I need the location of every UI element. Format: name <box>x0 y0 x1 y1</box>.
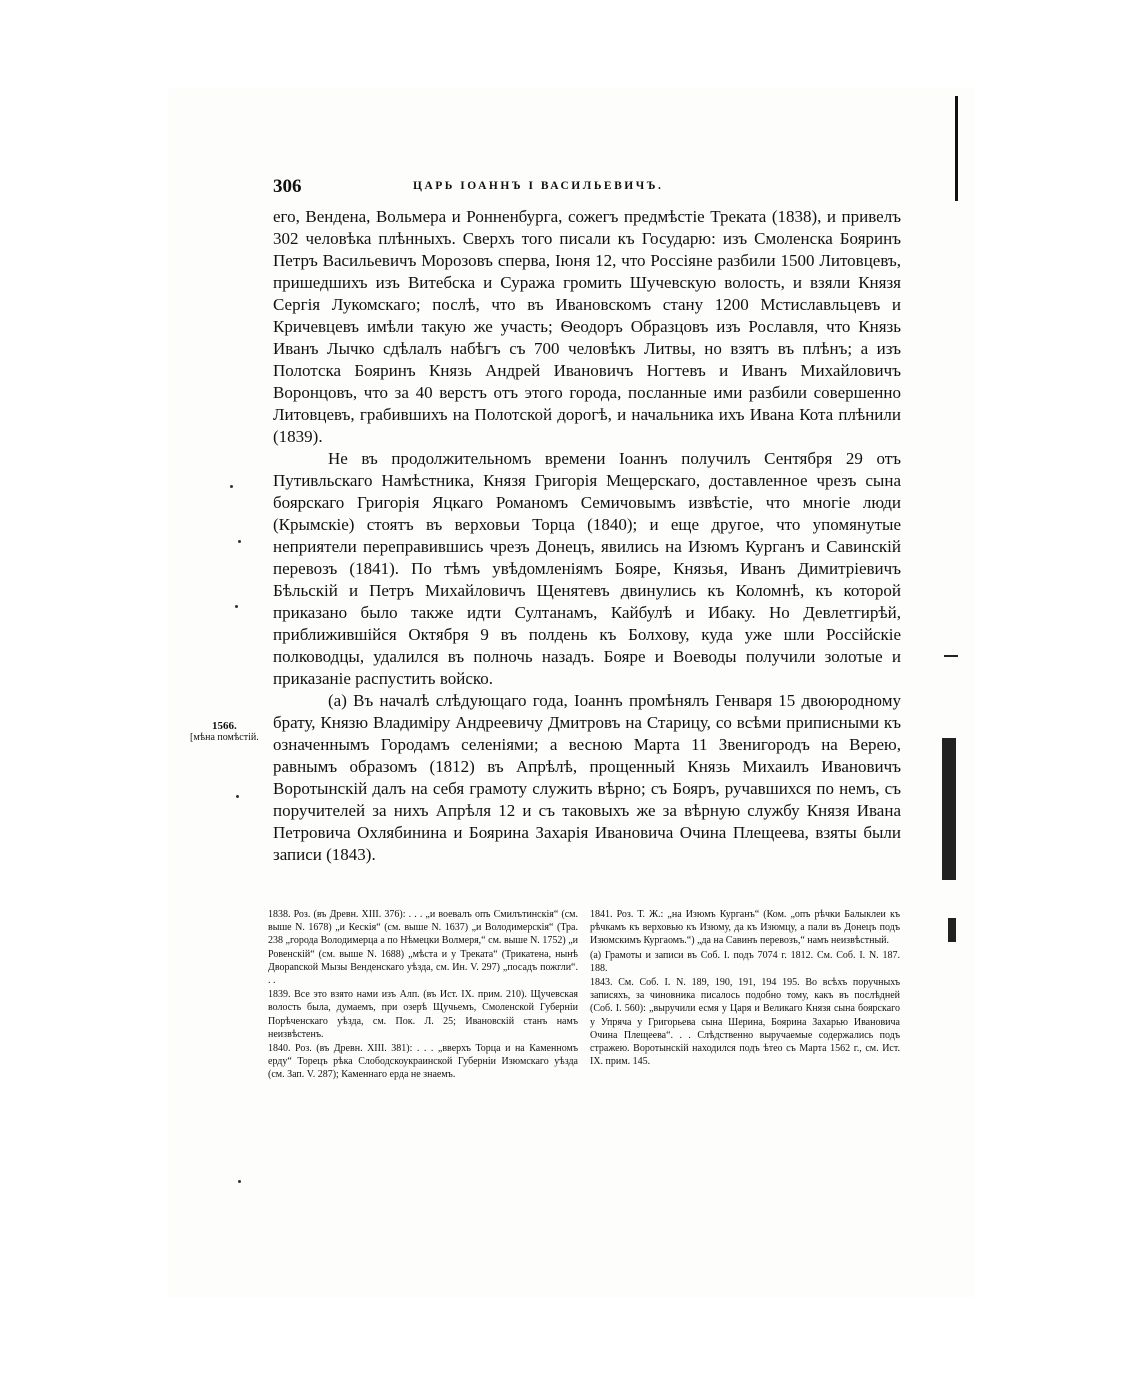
scan-speck <box>238 540 241 543</box>
scan-edge-mark <box>944 655 958 657</box>
page-header <box>273 176 898 202</box>
margin-note <box>190 721 265 743</box>
margin-note-text: [мѣна помѣстій. <box>190 732 259 743</box>
scan-speck <box>230 485 233 488</box>
footnote-1841: 1841. Роз. Т. Ж.: „на Изюмъ Курганъ“ (Ком. „опъ рѣчки Балыклеи къ рѣчкамъ къ верховью къ Изюму, да къ Изюмцу, а пали въ Донецъ подъ Изюмскимъ Кургаомъ.“) „да на Савинъ перевозъ,“ намъ неизвѣстный. <box>590 909 900 947</box>
scan-speck <box>236 795 239 798</box>
scan-speck <box>235 605 238 608</box>
main-text <box>273 206 901 866</box>
margin-note-year: 1566. <box>212 720 237 732</box>
page-number: 306 <box>273 176 302 197</box>
footnote-a: (а) Грамоты и записи въ Соб. I. подъ 7074 г. 1812. См. Соб. I. N. 187. 188. <box>590 949 900 974</box>
paragraph: его, Вендена, Вольмера и Ронненбурга, сожегъ предмѣстіе Треката (1838), и привелъ 302 человѣка плѣнныхъ. Сверхъ того писали къ Государю: изъ Смоленска Бояринъ Петръ Васильевичъ Морозовъ сперва, Іюня 12, что Россіяне разбили 1500 Литовцевъ, пришедшихъ изъ Витебска и Суража громить Шучевскую волость, и взяли Князя Сергія Лукомскаго; послѣ, что въ Ивановскомъ стану 1200 Мстиславльцевъ и Кричевцевъ имѣли такую же участь; Ѳеодоръ Образцовъ изъ Рославля, что Князь Иванъ Лычко сдѣлалъ набѣгъ съ 700 человѣкъ Литвы, но взятъ въ плѣнъ; а изъ Полотска Бояринъ Князь Андрей Ивановичъ Ногтевъ и Иванъ Михайловичъ Воронцовъ, что за 40 верстъ отъ этого города, посланные ими разбили совершенно Литовцевъ, грабившихъ на Полотской дорогѣ, и начальника ихъ Ивана Кота плѣнили (1839). <box>273 207 901 446</box>
footnotes-left-column <box>268 908 578 1083</box>
paragraph: Не въ продолжительномъ времени Іоаннъ получилъ Сентября 29 отъ Путивльскаго Намѣстника, Князя Григорія Мещерскаго, доставленное чрезъ сына боярскаго Григорія Яцкаго Романомъ Семичовымъ извѣстіе, что многіе люди (Крымскіе) стоятъ въ верховьи Торца (1840); и еще другое, что упомянутые неприятели переправившись чрезъ Донецъ, явились на Изюмъ Курганъ и Савинскій перевозъ (1841). По тѣмъ увѣдомленіямъ Бояре, Князья, Иванъ Димитріевичъ Бѣльскій и Петръ Михайловичъ Щенятевъ двинулись къ Коломнѣ, къ которой приказано было также идти Султанамъ, Кайбулѣ и Ибаку. Но Девлетгирѣй, приближившійся Октября 9 въ полдень къ Болхову, куда уже шли Россійскіе полководцы, удалился въ полночь назадъ. Бояре и Воеводы получили золотые и приказаніе распустить войско. <box>273 449 901 688</box>
footnote-1839: 1839. Все это взято нами изъ Алп. (въ Ист. IX. прим. 210). Щучевская волость была, думаемъ, при озерѣ Щучьемъ, Смоленской Губерніи Порѣченскаго уѣзда, см. Пок. Л. 25; Ивановскій станъ намъ неизвѣстенъ. <box>268 989 578 1040</box>
footnote-1838: 1838. Роз. (въ Древн. XIII. 376): . . . „и воевалъ опъ Смилътинскія“ (см. выше N. 1678) „и Кескія“ (см. выше N. 1637) „и Володимерскія“ (Тра. 238 „города Володимерца а по Нѣмецки Волмеря,“ см. выше N. 1752) „и Ровенскій“ (см. выше N. 1688) „мѣста и у Треката“ (Трикатена, нынѣ Двораnской Мызы Венденскаго уѣзда, см. Ин. V. 297) „посадъ пожгли“. . . <box>268 909 578 987</box>
right-margin-rule <box>955 96 958 201</box>
scan-speck <box>238 1180 241 1183</box>
paragraph: (а) Въ началѣ слѣдующаго года, Іоаннъ промѣнялъ Генваря 15 двоюродному брату, Князю Владиміру Андреевичу Дмитровъ на Старицу, со всѣми приписными къ означеннымъ Городамъ селеніями; а весною Марта 11 Звенигородъ на Верею, равнымъ образомъ (1812) въ Апрѣлѣ, прощенный Князь Михаилъ Ивановичъ Воротынскій далъ на себя грамоту служить вѣрно; съ Бояръ, ручавшихся по немъ, съ поручителей за нихъ Апрѣля 12 и съ таковыхъ же за вѣрную службу Князя Ивана Петровича Охлябинина и Боярина Захарія Ивановича Очина Плещеева, взяты были записи (1843). <box>273 691 901 864</box>
footnotes-right-column <box>590 908 900 1069</box>
running-title: ЦАРЬ ІОАННЪ І ВАСИЛЬЕВИЧЪ. <box>413 180 664 192</box>
scan-edge-mark <box>942 738 956 880</box>
footnote-1843: 1843. См. Соб. I. N. 189, 190, 191, 194 195. Во всѣхъ поручныхъ записяхъ, за чиновника писалось подобно тому, какъ въ послѣдней (Соб. I. 560): „выручили есмя у Царя и Великаго Князя сына боярскаго у Упряча у Григорьева сына Шерина, Боярина Захарью Ивановича Очина Плещеева“. . . Слѣдственно выручаемые содержались подъ стражею. Воротынскій находился подъ ѣтео съ Марта 1562 г., см. Ист. IX. прим. 145. <box>590 977 900 1068</box>
footnote-1840: 1840. Роз. (въ Древн. XIII. 381): . . . „вверхъ Торца и на Каменномъ ерду“ Торецъ рѣка Слободскоукраинской Губерніи Изюмскаго уѣзда (см. Зап. V. 287); Каменнаго ерда не знаемъ. <box>268 1043 578 1081</box>
scan-edge-mark <box>948 918 956 942</box>
